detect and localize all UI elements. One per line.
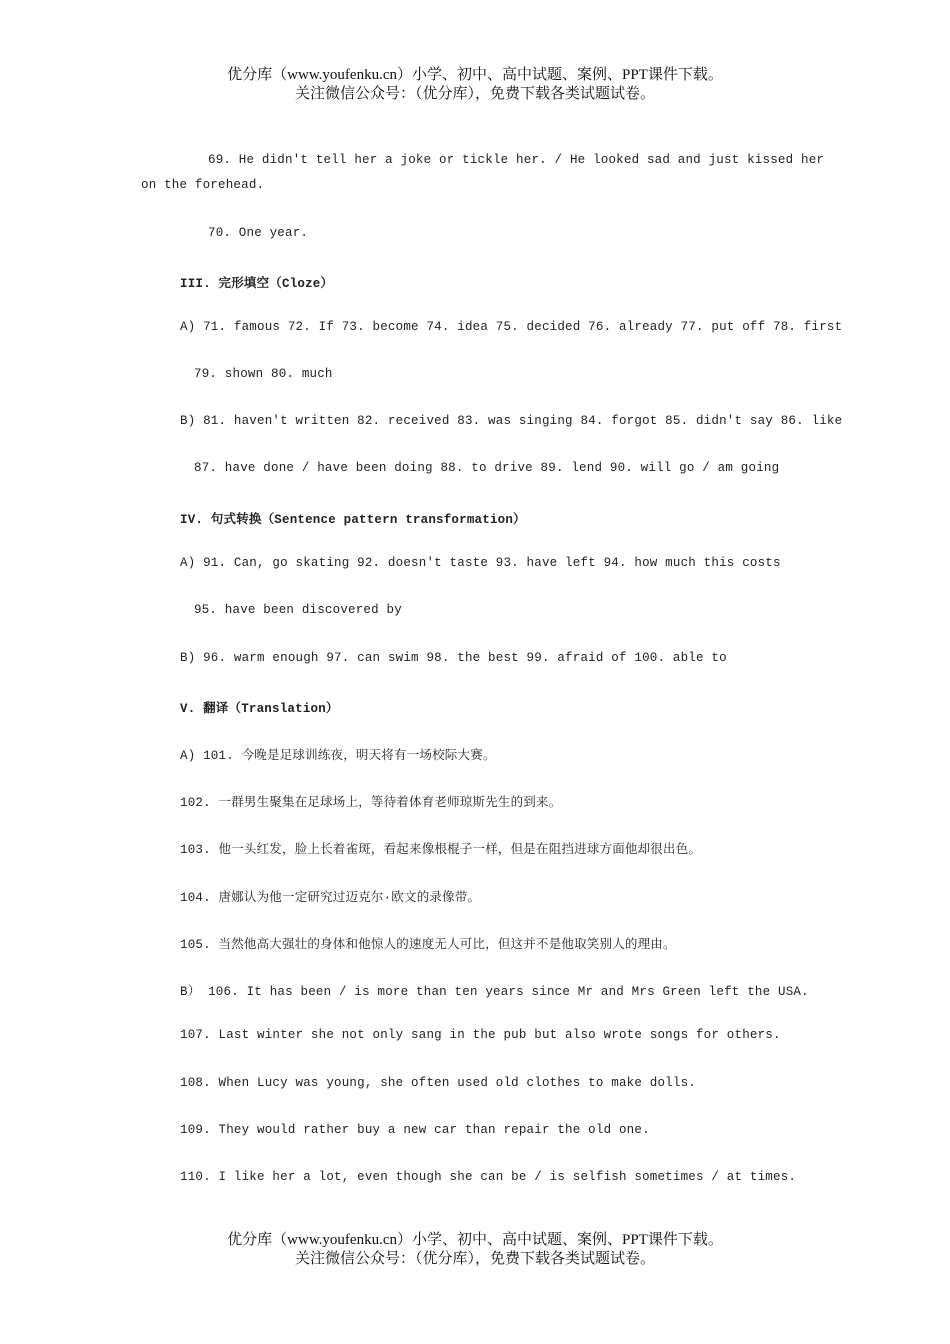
section-3-title: III. 完形填空（Cloze）	[180, 277, 334, 291]
section-5-title: V. 翻译（Translation）	[180, 702, 339, 716]
header-line-2: 关注微信公众号：（优分库），免费下载各类试题试卷。	[294, 86, 655, 102]
section-4-a-line-2: 95. have been discovered by	[194, 603, 402, 617]
section-4-a-line-1: A) 91. Can, go skating 92. doesn't taste 93. have left 94. how much this costs	[180, 556, 781, 570]
translation-103: 103. 他一头红发，脸上长着雀斑，看起来像根棍子一样，但是在阻挡进球方面他却很出色。	[180, 843, 702, 857]
page-footer	[0, 1231, 950, 1269]
translation-105: 105. 当然他高大强壮的身体和他惊人的速度无人可比，但这并不是他取笑别人的理由。	[180, 938, 676, 952]
section-3-b-line-1: B) 81. haven't written 82. received 83. was singing 84. forgot 85. didn't say 86. like	[180, 414, 843, 428]
translation-104: 104. 唐娜认为他一定研究过迈克尔·欧文的录像带。	[180, 891, 481, 905]
footer-line-1: 优分库（www.youfenku.cn）小学、初中、高中试题、案例、PPT课件下载。	[227, 1232, 723, 1248]
translation-110: 110. I like her a lot, even though she can be / is selfish sometimes / at times.	[180, 1170, 797, 1184]
translation-102: 102. 一群男生聚集在足球场上，等待着体育老师琼斯先生的到来。	[180, 796, 562, 810]
answer-70: 70. One year.	[208, 226, 309, 240]
translation-106: B） 106. It has been / is more than ten years since Mr and Mrs Green left the USA.	[180, 985, 809, 999]
translation-107: 107. Last winter she not only sang in the pub but also wrote songs for others.	[180, 1028, 781, 1042]
answer-69-line-1: 69. He didn't tell her a joke or tickle her. / He looked sad and just kissed her	[208, 153, 825, 167]
section-4-b: B) 96. warm enough 97. can swim 98. the best 99. afraid of 100. able to	[180, 651, 727, 665]
section-3-a-line-1: A) 71. famous 72. If 73. become 74. idea 75. decided 76. already 77. put off 78. first	[180, 320, 843, 334]
footer-line-2: 关注微信公众号：（优分库），免费下载各类试题试卷。	[294, 1251, 655, 1267]
page-header	[0, 66, 950, 104]
header-line-1: 优分库（www.youfenku.cn）小学、初中、高中试题、案例、PPT课件下载。	[227, 67, 723, 83]
answer-69-line-2: on the forehead.	[141, 178, 265, 192]
section-3-a-line-2: 79. shown 80. much	[194, 367, 333, 381]
translation-101: A) 101. 今晚是足球训练夜，明天将有一场校际大赛。	[180, 749, 496, 763]
section-4-title: IV. 句式转换（Sentence pattern transformation）	[180, 513, 526, 527]
section-3-b-line-2: 87. have done / have been doing 88. to drive 89. lend 90. will go / am going	[194, 461, 780, 475]
translation-109: 109. They would rather buy a new car than repair the old one.	[180, 1123, 650, 1137]
translation-108: 108. When Lucy was young, she often used old clothes to make dolls.	[180, 1076, 696, 1090]
